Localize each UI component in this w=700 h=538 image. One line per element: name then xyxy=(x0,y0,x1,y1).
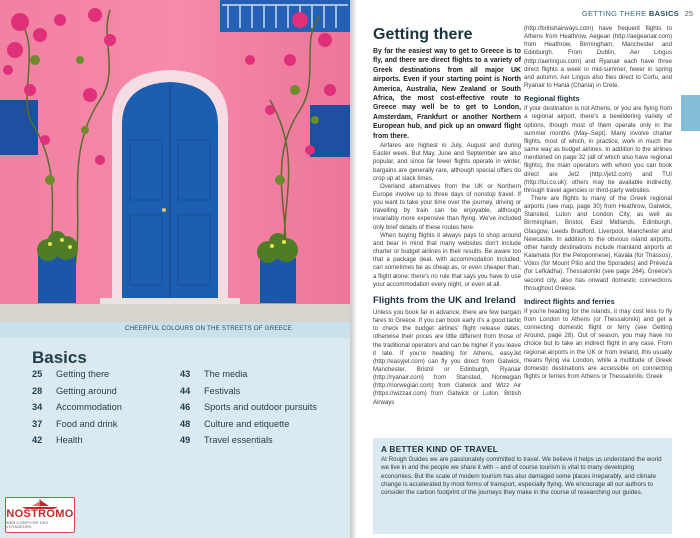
toc-item[interactable]: 25 Getting there xyxy=(32,369,110,379)
toc-item[interactable]: 43 The media xyxy=(180,369,248,379)
box-text: At Rough Guides we are passionately committed to travel. We believe it helps us understand the world we live in and the people we share it with – and of course tourism is vital to many developing economies. But the scale of modern tourism has also damaged some places irreparably, and climate change is accelerated by most forms of transport, especially flying. We encourage all our authors to consider the carbon footprint of the journeys they make in the course of researching our guides. xyxy=(381,456,662,497)
logo-tagline: WEB COMPTOIR DES VOYAGEURS xyxy=(6,521,49,529)
paragraph-regional-2: There are flights to many of the Greek regional airports (see map, page 30) from Heathrow, Gatwick, Stansted, Luton and London City, as well as Birmingham, Bristol, East Midlands, Edinburgh, Glasgow, Leeds Bradford, Liverpool, Manchester and Newcastle. In addition to the obvious island airports, other handy destinations include mainland airports at Kalamata (for the Peloponnese), Kavála (for Thássos), Vólos (for Mount Pílio and the Sporades) and Préveza (for Lefkádha). Thessaloníki (see page 264), Greece's second city, also has onward domestic connections throughout Greece. xyxy=(524,194,672,292)
photo-caption: CHEERFUL COLOURS ON THE STREETS OF GREECE xyxy=(124,325,292,332)
paragraph-uk-flights: Unless you book far in advance, there are few bargain fares to Greece. If you can book early it's a good tactic to check the budget airlines' flight release dates, otherwise their prices are little different from those of the traditional operators and can be higher if you leave it late. If you're heading for Athens, easyJet (http://easyjet.com) can fly you direct from Gatwick, Manchester, Bristol or Edinburgh, Ryanair (http://ryanair.com) from Stansted, Norwegian (http://norwegian.com) from Gatwick and Wizz Air (https://wizzair.com) from Gatwick or Luton. British Airways xyxy=(373,308,521,406)
chapter-thumb-tab xyxy=(681,95,700,131)
toc-item[interactable]: 34 Accommodation xyxy=(32,402,122,412)
toc-item[interactable]: 46 Sports and outdoor pursuits xyxy=(180,402,317,412)
toc-item[interactable]: 48 Culture and etiquette xyxy=(180,418,290,429)
paragraph-regional-1: If your destination is not Athens, or you are flying from a regional airport, there's a bewildering variety of options, though most of them operate only in the summer months (May–Sept). Many involve charter flights, most of which, in practice, work in much the same way as budget airlines. In addition to the airlines mentioned on page 32 (all of which also have regional flights), the main operators with whom you can book direct are Jet2 (http://jet2.com) and TUI (http://tui.co.uk); others may be available indirectly, through travel agencies or third-party websites. xyxy=(524,105,672,194)
box-title: A BETTER KIND OF TRAVEL xyxy=(381,444,499,454)
page-title: Getting there xyxy=(373,26,473,43)
paragraph-airfares: Airfares are highest in July, August and during Easter week. But May, June and September are also popular, and since far fewer flights operate in winter, bargains are generally rare, although special offers do crop up at slack times. xyxy=(373,142,521,182)
right-page xyxy=(356,0,700,538)
toc-item[interactable]: 42 Health xyxy=(32,435,83,445)
toc-item[interactable]: 44 Festivals xyxy=(180,385,241,396)
text-column-left xyxy=(373,26,521,407)
pink-house-door-illustration xyxy=(0,0,350,322)
heading-flights-uk-ireland: Flights from the UK and Ireland xyxy=(373,294,516,306)
paragraph-indirect: If you're heading for the islands, it may cost less to fly from London to Athens (or Thessaloníki) and get a connecting domestic flight or ferry (see Getting Around, page 28). Out of season, you may have no choice but to take an indirect flight in any case. From regional airports in the UK or from Ireland, this usually means flying via London, while a multitude of Greek domestic destinations are accessible on connecting flights or ferries from Athens or Thessaloníki. Greek xyxy=(524,307,672,381)
page-number: 25 xyxy=(684,9,693,18)
basics-title: Basics xyxy=(32,348,87,367)
better-travel-box xyxy=(373,438,672,534)
paragraph-uk-flights-continued: (http://britishairways.com) have frequent flights to Athens from Heathrow, Aegean (http://aegeanair.com) from Heathrow, Birmingham, Manchester and Edinburgh. From Dublin, Aer Lingus (http://aerlingus.com) and Ryanair each have three direct flights a week in mid-summer, fewer in spring and autumn. Aer Lingus also flies direct to Corfu, and Ryanair to Haniá (Chania) in Crete. xyxy=(524,25,672,90)
caption-bar xyxy=(0,322,350,338)
paragraph-buying-flights: When buying flights it always pays to shop around and bear in mind that many websites don't include charter or budget airlines in their results. Be aware too that a package deal, with accommodation included, can sometimes be as cheap as, or even cheaper than, a flight alone: there's no rule that says you have to use your accommodation every night, or even at all. xyxy=(373,231,521,288)
intro-paragraph: By far the easiest way to get to Greece is to fly, and there are direct flights to a variety of Greek destinations from all major UK airports. Even if your starting point is North America, Australia, New Zealand or South Africa, the most cost-effective route to Greece may well be to get to London, Amsterdam, Frankfurt or another Northern European hub, and pick up an onward flight from there. xyxy=(373,48,521,140)
paragraph-overland: Overland alternatives from the UK or Northern Europe involve up to three days of nonstop travel. If you want to take your time over the journey, driving or travelling by train can be enjoyable, although invariably more expensive than flying. We've included only brief details of these routes here. xyxy=(373,182,521,231)
toc-item[interactable]: 28 Getting around xyxy=(32,385,117,396)
nostromo-logo xyxy=(5,497,75,533)
heading-regional-flights: Regional flights xyxy=(524,94,580,104)
toc-item[interactable]: 37 Food and drink xyxy=(32,418,118,429)
street-photo xyxy=(0,0,350,322)
heading-indirect-flights: Indirect flights and ferries xyxy=(524,296,615,306)
toc-column-left xyxy=(32,369,182,452)
logo-name: NOSTROMO xyxy=(6,508,74,520)
toc-column-right xyxy=(180,369,330,452)
text-column-right xyxy=(524,25,672,381)
running-head xyxy=(582,9,679,18)
running-head-section: GETTING THERE xyxy=(581,9,647,18)
running-head-chapter: BASICS xyxy=(648,9,679,18)
toc-item[interactable]: 49 Travel essentials xyxy=(180,435,273,445)
